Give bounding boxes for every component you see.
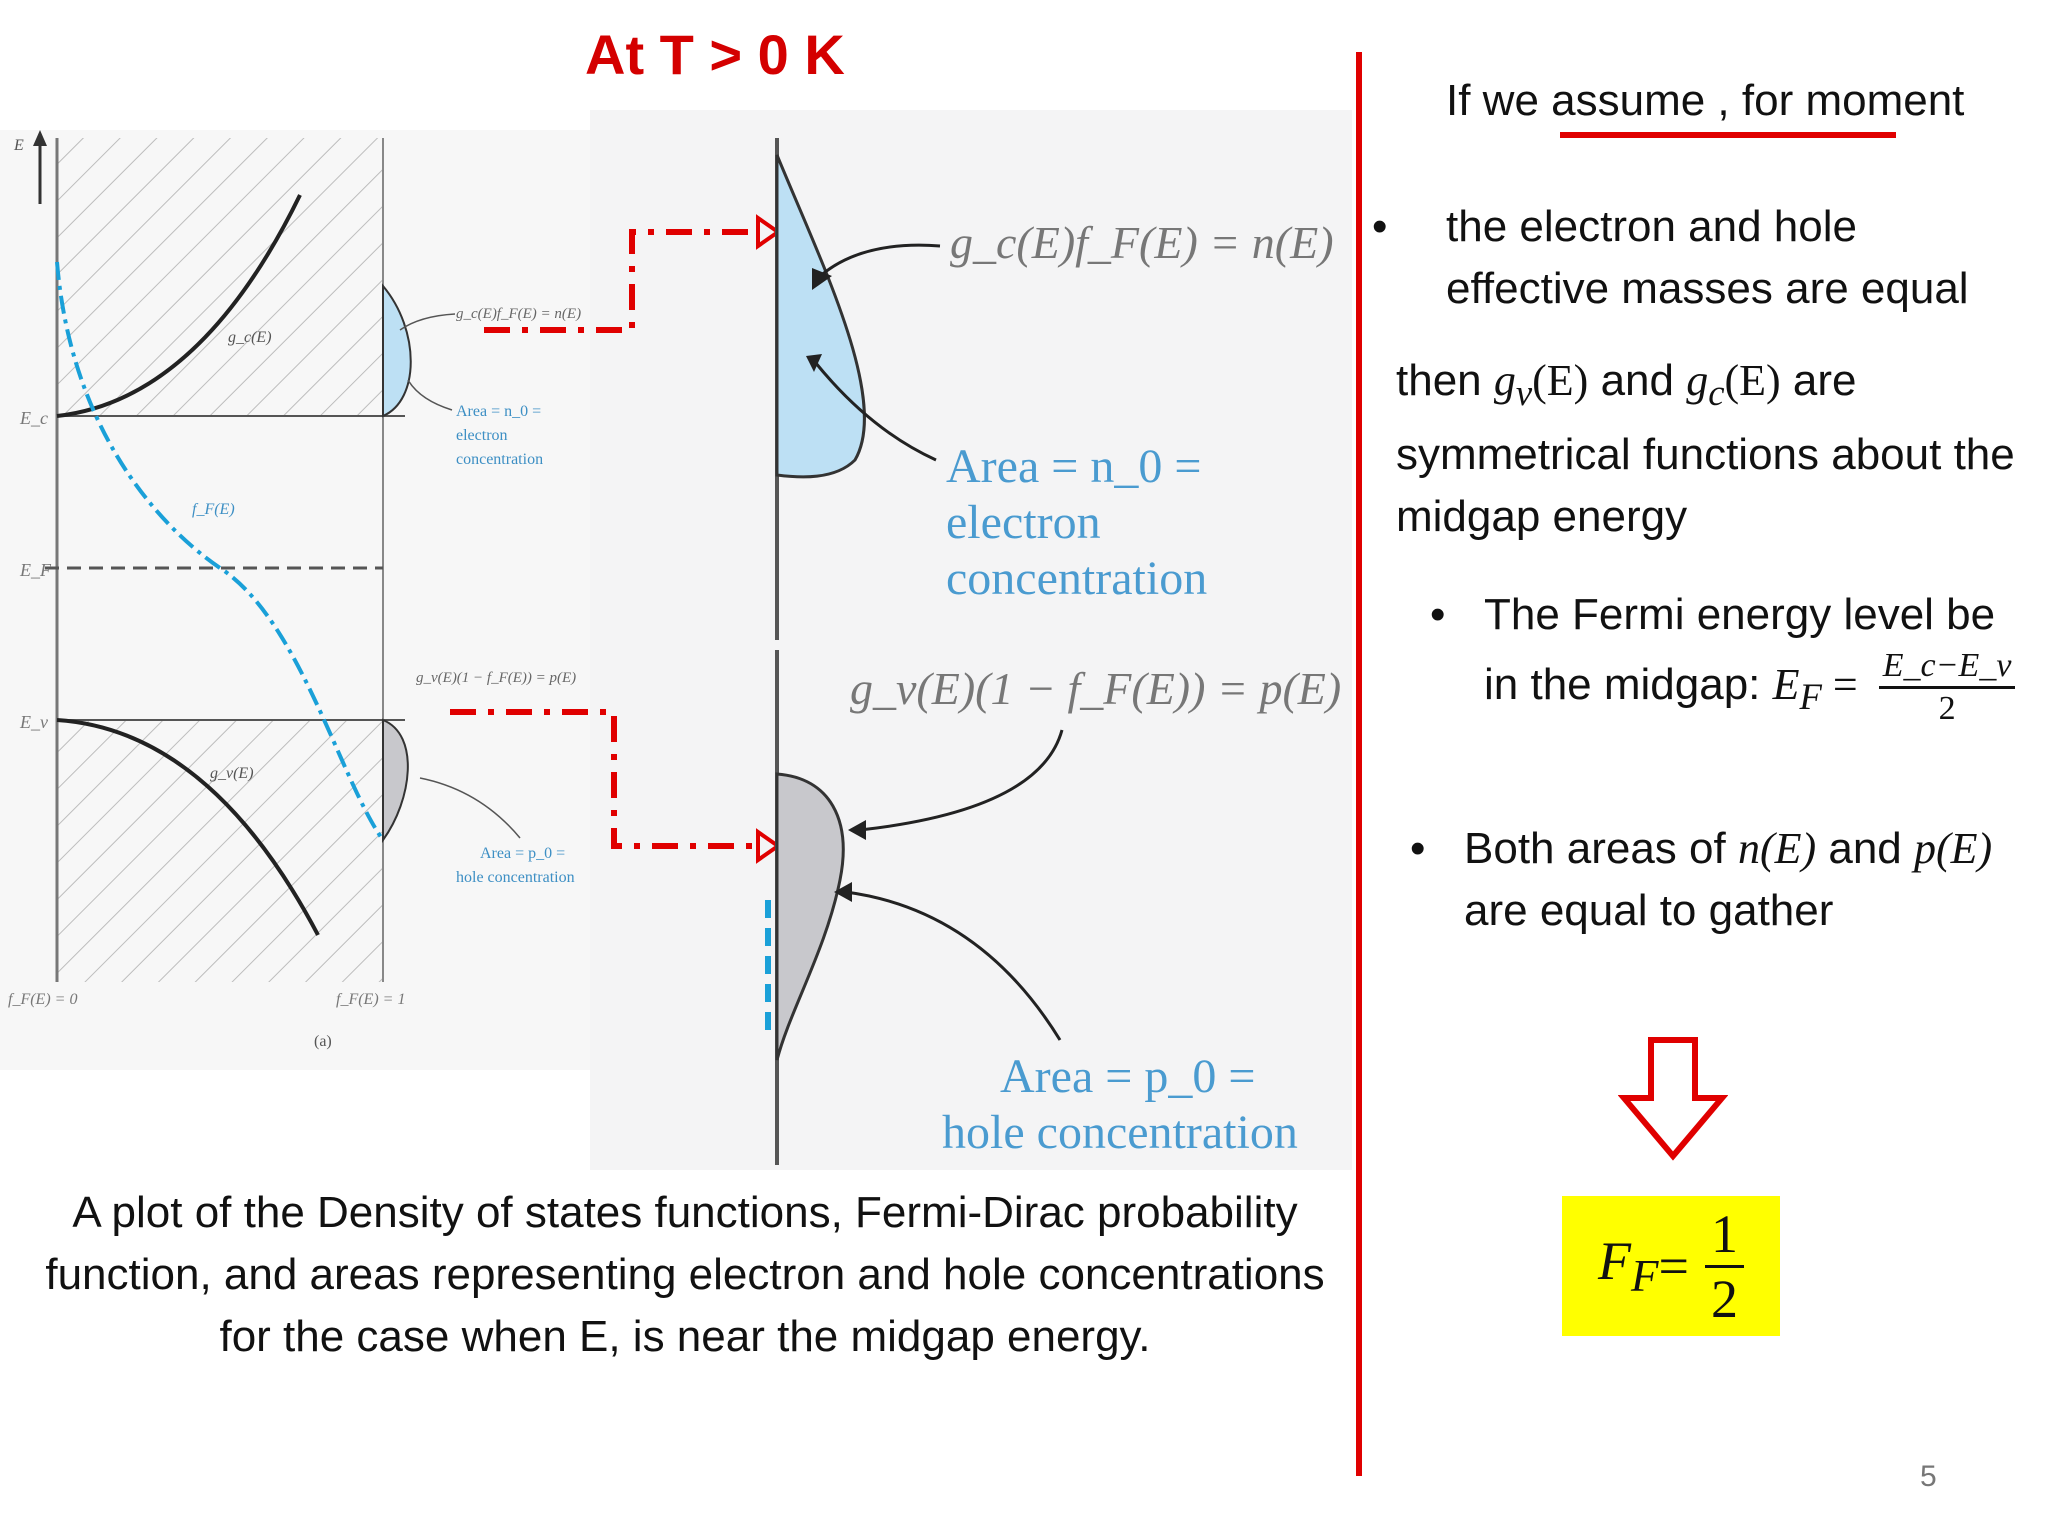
area-p-small-1: Area = p_0 = <box>480 845 566 862</box>
p-of-e-small-label: g_v(E)(1 − f_F(E)) = p(E) <box>416 670 577 686</box>
n-of-e-small-label: g_c(E)f_F(E) = n(E) <box>456 306 582 322</box>
gc-symbol: $g_c(E)$ <box>1686 356 1781 413</box>
ec-label: E_c <box>20 408 48 428</box>
ev-label: E_v <box>20 712 48 732</box>
fermi-function-result <box>1562 1196 1780 1336</box>
area-n-small-2: electron <box>456 427 508 444</box>
energy-axis-label: E <box>14 137 24 154</box>
area-n-zoom-3: concentration <box>946 552 1208 605</box>
result-fraction: $\frac{1}{2}$ <box>1705 1203 1744 1330</box>
ef-symbol: $E_F$ <box>1772 660 1822 717</box>
area-n-zoom-2: electron <box>946 496 1101 549</box>
ff-zero-label: f_F(E) = 0 <box>8 991 78 1008</box>
bullet-equal-areas-text: Both areas of n(E) and p(E) are equal to gather <box>1464 824 1993 935</box>
then-text-1: then <box>1396 356 1494 405</box>
result-equals: = <box>1658 1236 1689 1296</box>
figure-caption: A plot of the Density of states functions, Fermi-Dirac probability function, and areas representing electron and hole concentrations for the case when E, is near the midgap energy. <box>45 1188 1325 1361</box>
bullet-fermi-midgap <box>1430 584 2030 729</box>
bullet-fermi-midgap-text: The Fermi energy level be in the midgap: $E_F$ = $\frac{E\_c-E\_v}{2}$ <box>1484 584 2030 729</box>
p-of-e-zoom-label: g_v(E)(1 − f_F(E)) = p(E) <box>850 663 1342 714</box>
red-divider-line <box>1356 52 1362 1476</box>
assumption-heading: If we assume , for moment <box>1446 76 1965 125</box>
slide-title: At T > 0 K <box>585 23 845 86</box>
gc-label: g_c(E) <box>228 329 272 346</box>
page-number: 5 <box>1920 1460 1937 1493</box>
bullet-dot: • <box>1372 202 1388 251</box>
valence-band-hatch <box>57 720 383 982</box>
figure-sublabel: (a) <box>314 1033 332 1050</box>
ff-label: f_F(E) <box>192 501 235 518</box>
assume-underline <box>1560 132 1896 138</box>
bullet-dot: • <box>1410 824 1426 873</box>
down-arrow-icon <box>1618 1036 1728 1162</box>
area-n-small-1: Area = n_0 = <box>456 403 542 420</box>
gv-label: g_v(E) <box>210 765 254 782</box>
then-text-3: are symmetrical functions about the midgap energy <box>1396 356 2015 541</box>
then-text-2: and <box>1588 356 1687 405</box>
ff-one-label: f_F(E) = 1 <box>336 991 406 1008</box>
symmetry-statement <box>1396 350 2036 548</box>
conduction-band-hatch <box>57 138 383 416</box>
bullet-dot: • <box>1430 590 1446 639</box>
bullet-equal-areas <box>1410 818 2030 942</box>
area-n-zoom-1: Area = n_0 = <box>946 440 1202 493</box>
area-p-small-2: hole concentration <box>456 869 575 886</box>
bullet-equal-masses <box>1372 196 2022 320</box>
figure-right-background <box>590 110 1352 1170</box>
area-p-zoom-2: hole concentration <box>942 1106 1298 1159</box>
ef-label: E_F <box>20 560 51 580</box>
n-of-e-zoom-label: g_c(E)f_F(E) = n(E) <box>950 217 1334 268</box>
result-lhs: $F_F$ <box>1598 1231 1659 1301</box>
area-n-small-3: concentration <box>456 451 544 468</box>
area-p-zoom-1: Area = p_0 = <box>1000 1050 1256 1103</box>
gv-symbol: $g_v(E)$ <box>1493 356 1589 413</box>
bullet-equal-masses-text: the electron and hole effective masses are equal <box>1446 202 1969 313</box>
midgap-fraction: $\frac{E\_c-E\_v}{2}$ <box>1879 646 2016 729</box>
